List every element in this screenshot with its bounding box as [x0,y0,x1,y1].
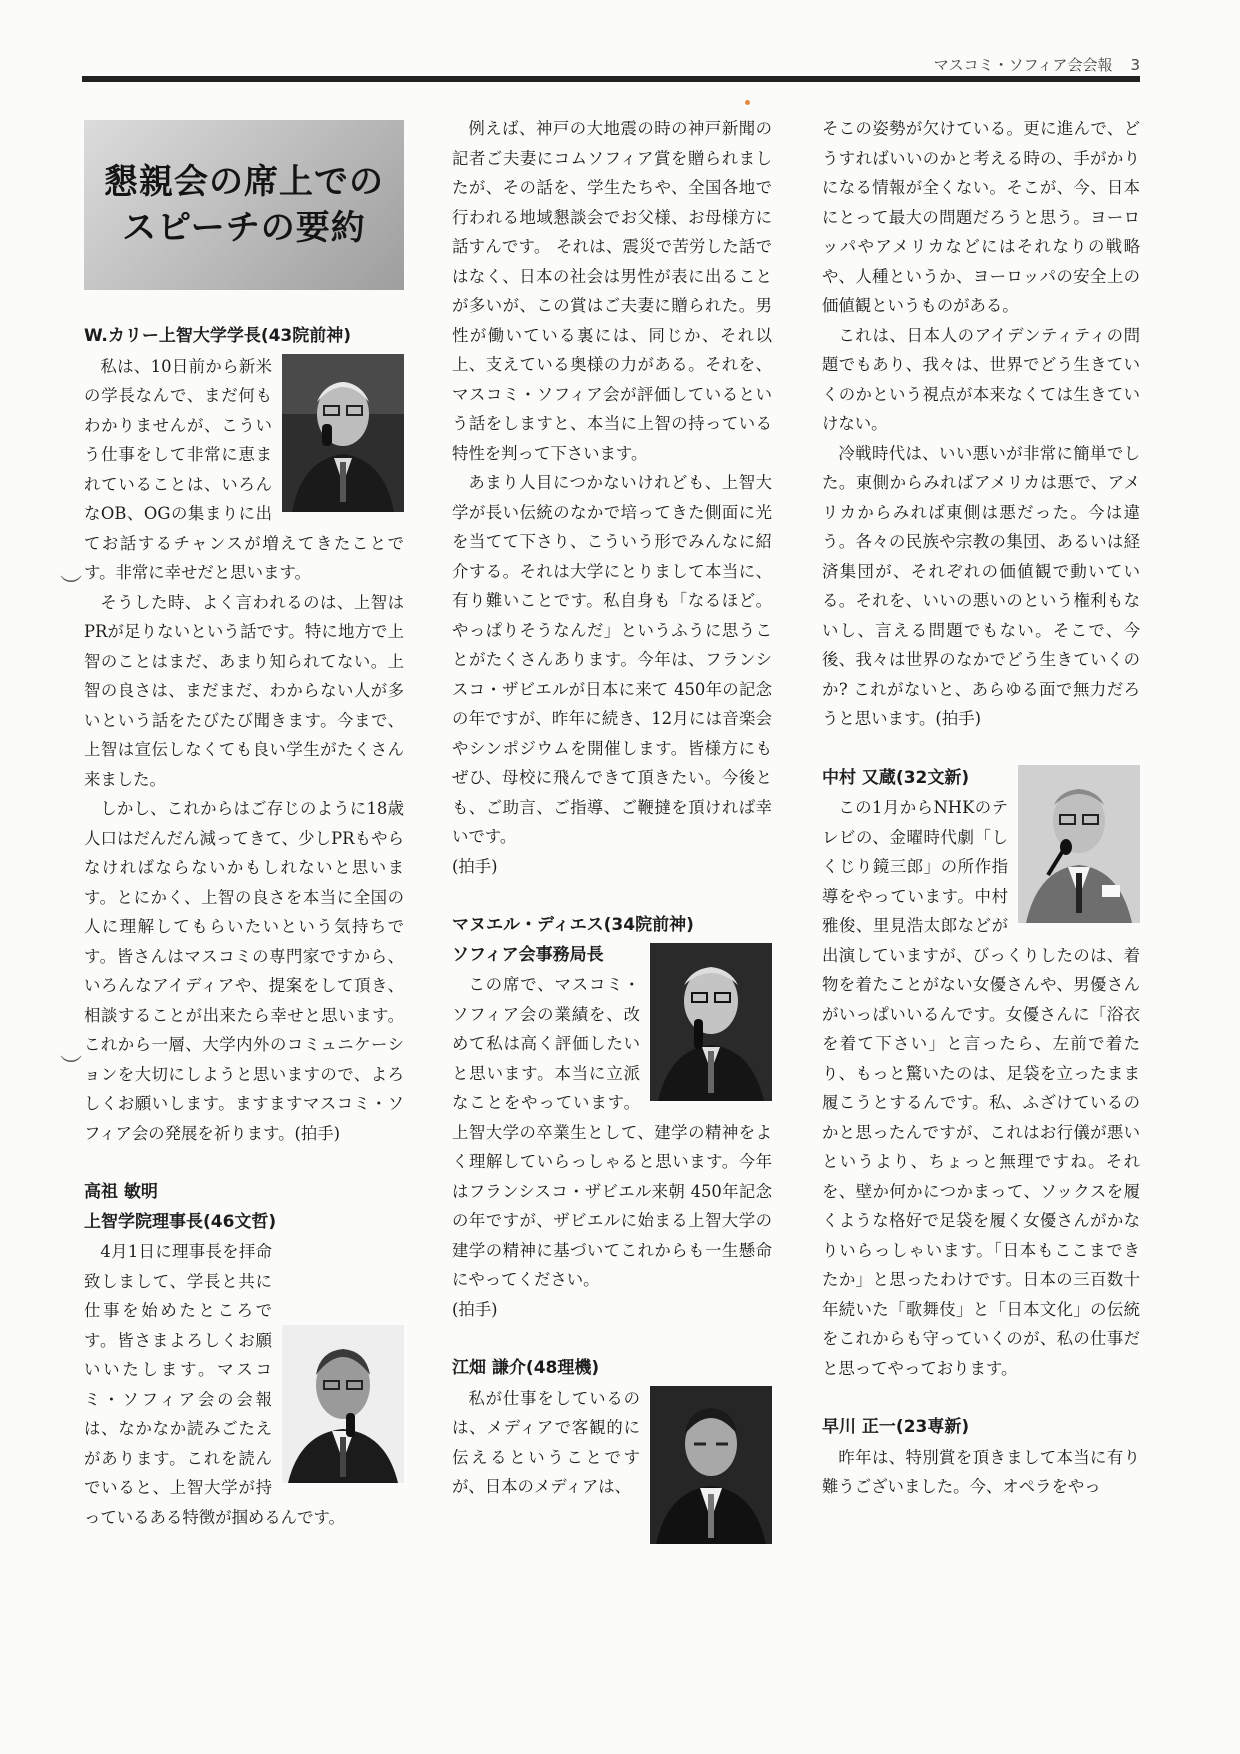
portrait-illustration [282,354,404,512]
margin-mark: ︶ [60,1055,83,1080]
photo-diaz [650,943,772,1101]
paragraph: これは、日本人のアイデンティティの問題でもあり、我々は、世界でどう生きていくのかという視点が本来なくては生きていけない。 [822,325,1140,433]
paragraph: しかし、これからはご存じのように18歳人口はだんだん減ってきて、少しPRもやらなければならないかもしれないと思います。とにかく、上智の良さを本当に全国の人に理解してもらいたいという気持ちです。皆さんはマスコミの専門家ですから、いろんなアイディアや、提案をして頂き、相談することが出来たら幸せと思います。これから一層、大学内外のコミュニケーションを大切にしようと思いますので、よろしくお願いします。ますますマスコミ・ソフィア会の発展を祈ります。(拍手) [84,799,404,1143]
photo-curry [282,354,404,512]
speaker-heading-takaso-name: 高祖 敏明 [84,1182,158,1202]
paragraph: そこの姿勢が欠けている。更に進んで、どうすればいいのかと考える時の、手がかりになる情報が全くない。そこが、今、日本にとって最大の問題だろうと思う。ヨーロッパやアメリカなどにはそれなりの戦略や、人種というか、ヨーロッパの安全上の価値観というものがある。 [822,119,1140,315]
paragraph: この席で、マスコミ・ソフィア会の業績を、改めて私は高く評価したいと思います。本当に立派なことをやっています。上智大学の卒業生として、建学の精神をよく理解していらっしゃると思います。今年はフランシスコ・ザビエル来朝 450年記念の年ですが、ザビエルに始まる上智大学の建学の精神に基づいてこれからも一生懸命にやってください。 [452,975,772,1289]
speaker-heading-nakamura: 中村 又蔵(32文新) [822,767,970,788]
column-3 [822,114,1140,1502]
portrait-illustration [650,1386,772,1544]
paragraph: あまり人目につかないけれども、上智大学が長い伝統のなかで培ってきた側面に光を当てて下さり、こういう形でみんなに紹介する。それは大学にとりまして本当に、有り難いことです。私自身も「なるほど。やっぱりそうなんだ」というふうに思うことがたくさんあります。今年は、フランシスコ・ザビエルが日本に来て 450年の記念の年ですが、昨年に続き、12月には音楽会やシンポジウムを開催します。皆様方にもぜひ、母校に飛んできて頂きたい。今後とも、ご助言、ご指導、ご鞭撻を頂ければ幸いです。 [452,473,772,846]
paragraph: 私が仕事をしているのは、メディアで客観的に伝えるということですが、日本のメディアは、 [452,1388,640,1496]
paragraph: 私は、10日前から新米の学長なんで、まだ何もわかりませんが、こういう仕事をして非常に恵まれていることは、いろんなOB、OGの集まりに出てお話するチャンスが増えてきたことです。非常に幸せだと思います。 [84,356,404,582]
article-title-line1: 懇親会の席上での [104,162,384,202]
speaker-heading-ebata: 江畑 謙介(48理機) [452,1358,600,1378]
column-2 [452,114,772,1548]
paragraph: (拍手) [452,1299,498,1319]
speaker-heading-diaz-name: マヌエル・ディエス(34院前神) [452,915,694,935]
column-1 [84,322,404,1532]
photo-ebata [650,1386,772,1544]
paragraph: そうした時、よく言われるのは、上智はPRが足りないという話です。特に地方で上智のことはまだ、あまり知られてない。上智の良さは、まだまだ、わからない人が多いという話をたびたび聞きます。今まで、上智は宣伝しなくても良い学生がたくさん来ました。 [84,592,404,789]
publication-name: マスコミ・ソフィア会会報 [933,56,1113,74]
margin-mark: ︶ [60,575,83,600]
speaker-heading-takaso-title: 上智学院理事長(46文哲) [84,1211,277,1232]
photo-takaso [282,1325,404,1483]
header-rule [82,76,1140,82]
portrait-illustration [650,943,772,1101]
paragraph: (拍手) [452,856,498,876]
paragraph: 昨年は、特別賞を頂きまして本当に有り難うございました。今、オペラをやっ [822,1447,1140,1496]
speaker-heading-curry: W.カリー上智大学学長(43院前神) [84,326,352,346]
page-number: 3 [1130,56,1140,74]
speaker-heading-hayakawa: 早川 正一(23専新) [822,1417,970,1437]
decorative-dot [745,100,750,105]
paragraph: この1月からNHKのテレビの、金曜時代劇「しくじり鏡三郎」の所作指導をやっています。中村雅俊、里見浩太郎などが出演していますが、びっくりしたのは、着物を着たことがない女優さんや、男優さんがいっぱいいるんです。女優さんに「浴衣を着て下さい」と言ったら、左前で着たり、もっと驚いたのは、足袋を立ったまま履こうとするんです。私、ふざけているのかと思ったんですが、これはお行儀が悪いというより、ちょっと無理ですね。それを、壁か何かにつかまって、ソックスを履くような格好で足袋を履く女優さんがかなりいらっしゃいます。「日本もここまできたか」と思ったわけです。日本の三百数十年続いた「歌舞伎」と「日本文化」の伝統をこれからも守っていくのが、私の仕事だと思ってやっております。 [822,798,1140,1378]
paragraph: 冷戦時代は、いい悪いが非常に簡単でした。東側からみればアメリカは悪で、アメリカからみれば東側は悪だった。今は違う。各々の民族や宗教の集団、あるいは経済集団が、それぞれの価値観で動いている。それを、いいの悪いのという権利もないし、言える問題でもない。そこで、今後、我々は世界のなかでどう生きていくのか? これがないと、あらゆる面で無力だろうと思います。(拍手) [822,443,1140,728]
speaker-heading-diaz-title: ソフィア会事務局長 [452,944,604,965]
paragraph: 4月1日に理事長を拝命致しまして、学長と共に仕事を始めたところです。皆さまよろしくお願いいたします。マスコミ・ソフィア会の会報は、なかなか読みごたえがあります。これを読んでいると、上智大学が持っているある特徴が掴めるんです。 [84,1242,345,1527]
running-header [880,54,1140,78]
paragraph: 例えば、神戸の大地震の時の神戸新聞の記者ご夫妻にコムソフィア賞を贈られましたが、その話を、学生たちや、全国各地で行われる地域懇談会でお父様、お母様方に話すんです。 それは、震災で苦労した話ではなく、日本の社会は男性が表に出ることが多いが、この賞はご夫妻に贈られた。男性が働いている裏には、同じか、それ以上、支えている奥様の力がある。それを、マスコミ・ソフィア会が評価しているという話をしますと、本当に上智の持っている特性を判って下さいます。 [452,119,772,463]
photo-nakamura [1018,765,1140,923]
portrait-illustration [282,1325,404,1483]
portrait-illustration [1018,765,1140,923]
article-title-line2: スピーチの要約 [122,208,366,248]
article-title-box [84,120,404,290]
